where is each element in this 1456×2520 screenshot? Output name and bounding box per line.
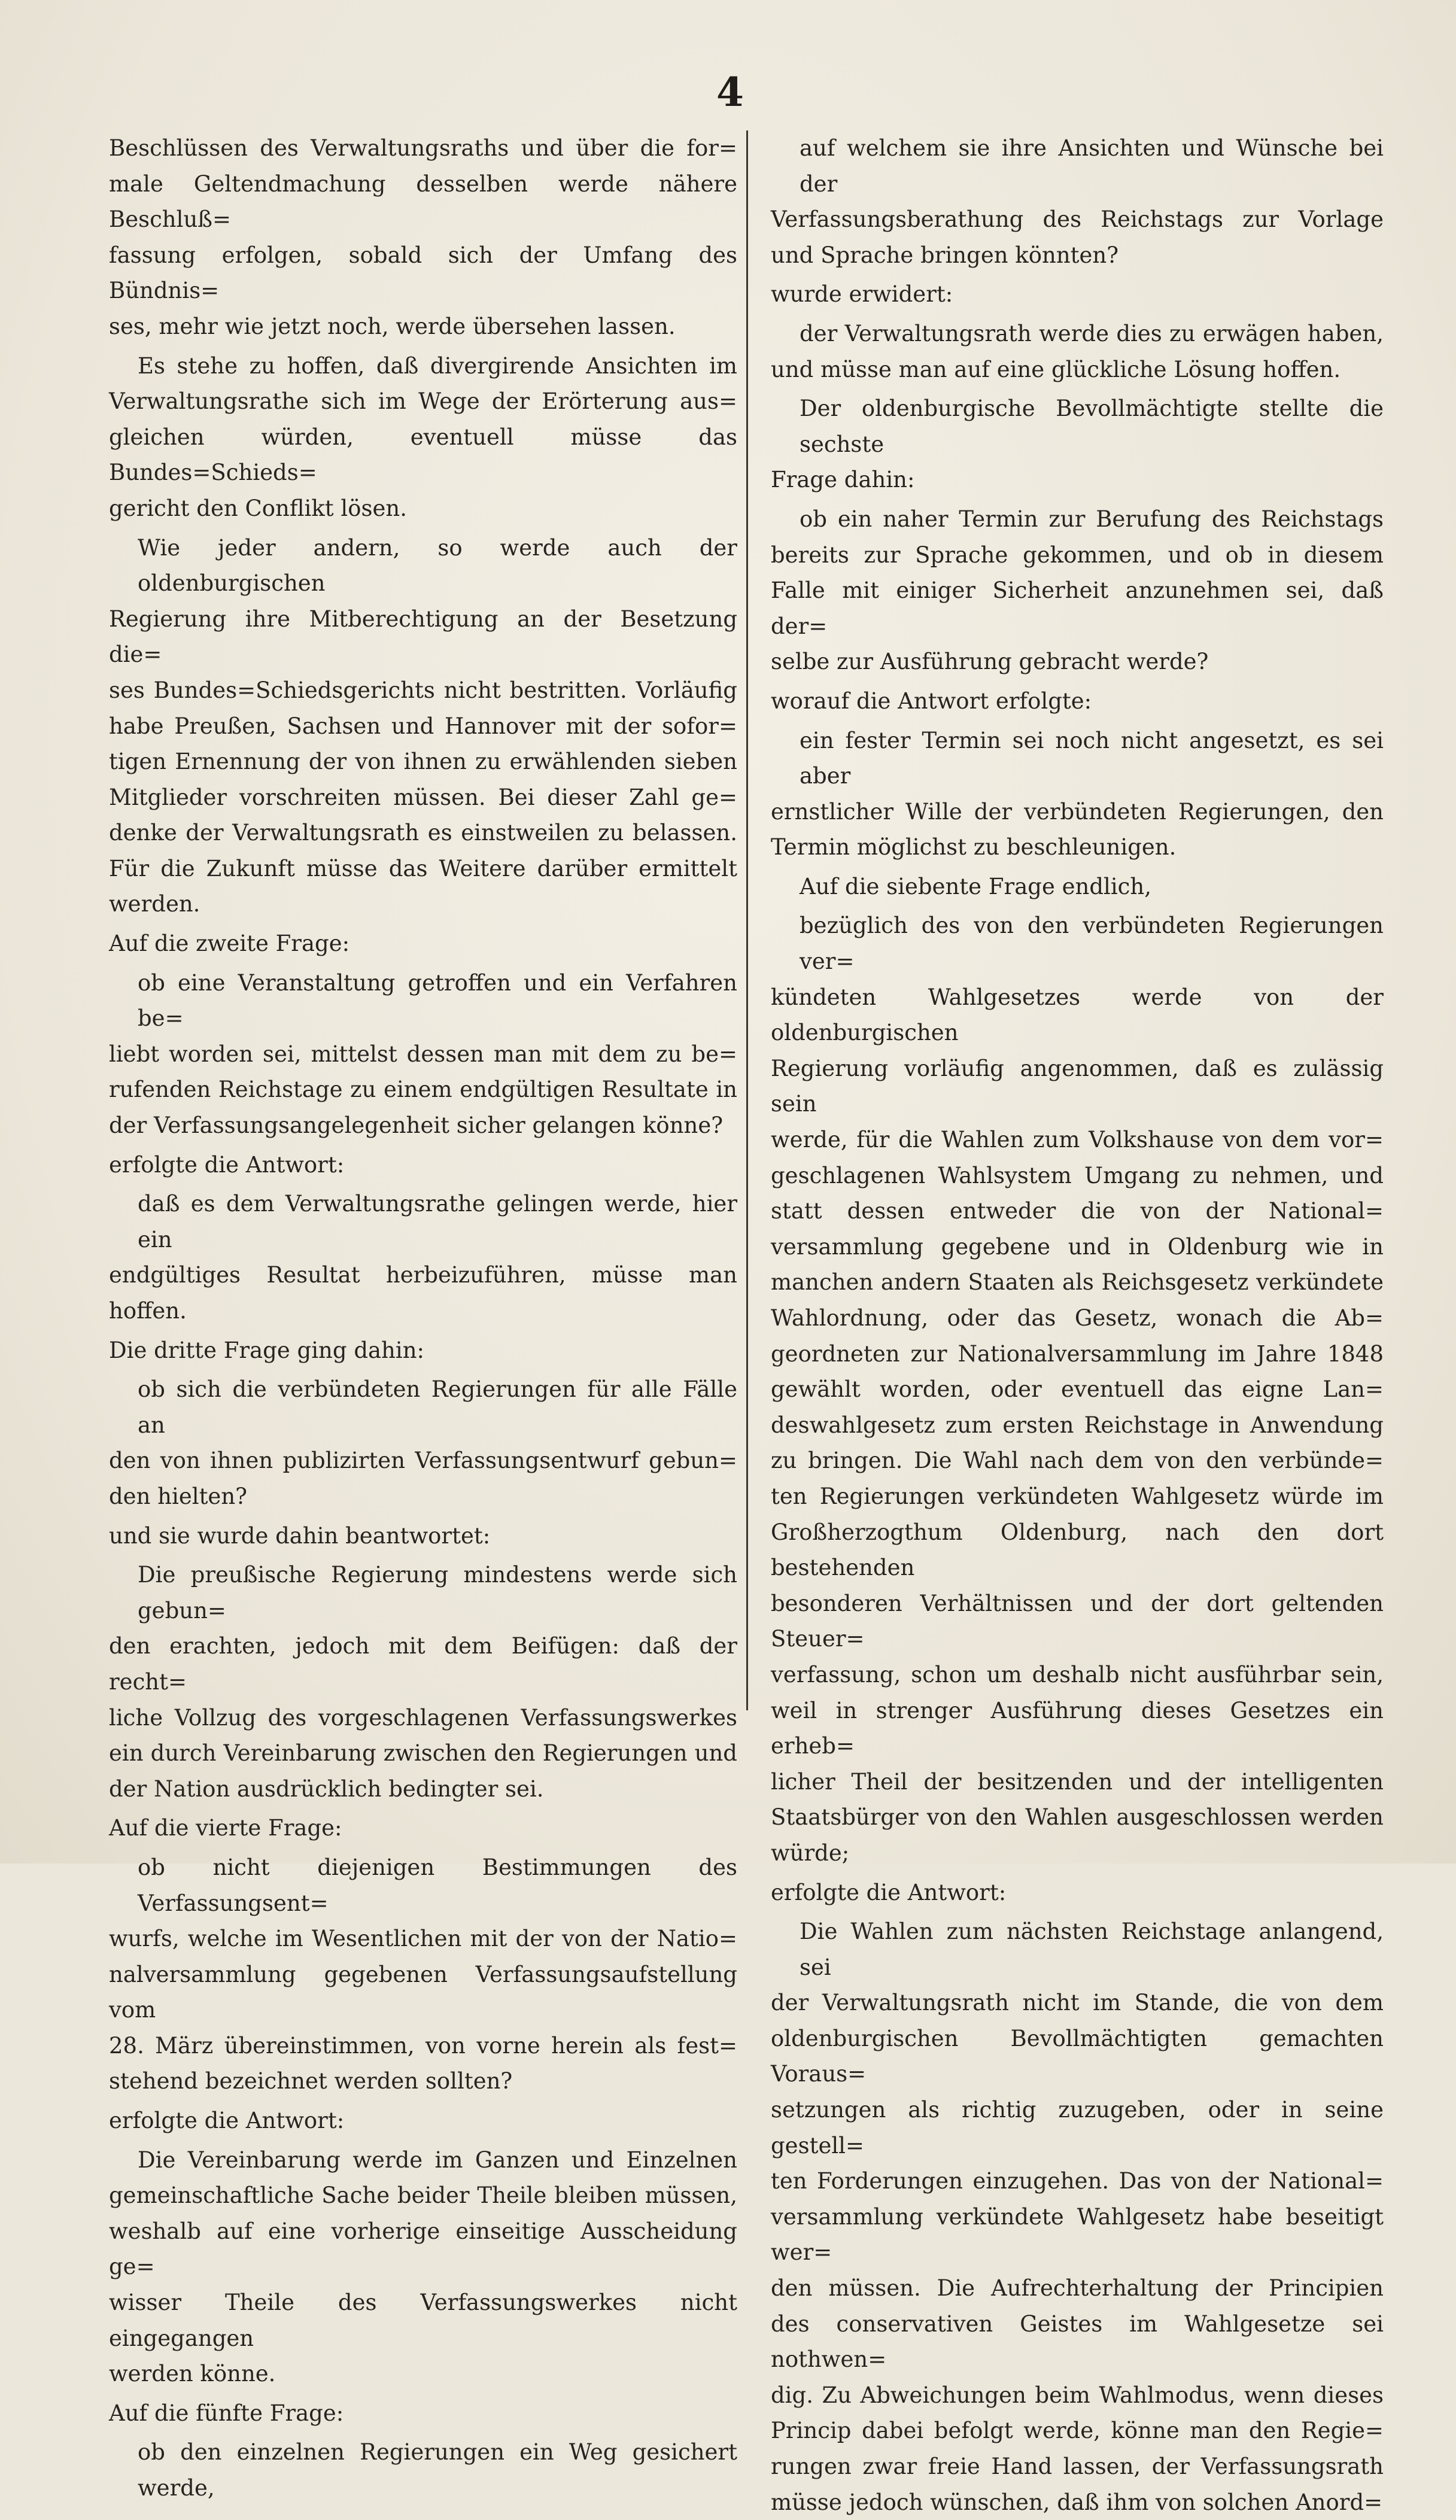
text-line: und müsse man auf eine glückliche Lösung hoffen.: [771, 356, 1341, 382]
text-line: oldenburgischen Bevollmächtigten gemachten Voraus=: [771, 2025, 1384, 2087]
text-line: bezüglich des von den verbündeten Regierungen ver=: [800, 913, 1384, 975]
text-line: des conservativen Geistes im Wahlgesetze sei nothwen=: [771, 2311, 1384, 2373]
text-line: setzungen als richtig zuzugeben, oder in seine gestell=: [771, 2097, 1384, 2159]
text-line: Verfassungsberathung des Reichstags zur Vorlage: [771, 206, 1384, 233]
text-line: Regierung ihre Mitberechtigung an der Besetzung die=: [109, 606, 737, 668]
text-line: gemeinschaftliche Sache beider Theile bleiben müssen,: [109, 2182, 737, 2209]
text-line: und sie wurde dahin beantwortet:: [109, 1522, 491, 1549]
text-line: den müssen. Die Aufrechterhaltung der Principien: [771, 2275, 1384, 2302]
text-line: wurde erwidert:: [771, 281, 953, 308]
page-number: 4: [716, 69, 744, 115]
text-line: kündeten Wahlgesetzes werde von der oldenburgischen: [771, 984, 1384, 1046]
text-line: habe Preußen, Sachsen und Hannover mit der sofor=: [109, 713, 737, 739]
text-line: den erachten, jedoch mit dem Beifügen: daß der recht=: [109, 1633, 737, 1695]
text-line: müsse jedoch wünschen, daß ihm von solchen Anord=: [771, 2489, 1383, 2515]
text-line: daß es dem Verwaltungsrathe gelingen werde, hier ein: [138, 1191, 737, 1253]
text-line: zu bringen. Die Wahl nach dem von den verbünde=: [771, 1448, 1384, 1474]
text-line: Verwaltungsrathe sich im Wege der Erörterung aus=: [109, 388, 737, 415]
text-line: liche Vollzug des vorgeschlagenen Verfassungswerkes: [109, 1704, 737, 1731]
left-column: [109, 130, 737, 2506]
text-line: Princip dabei befolgt werde, könne man den Regie=: [771, 2418, 1384, 2444]
text-line: Die Wahlen zum nächsten Reichstage anlangend, sei: [800, 1919, 1384, 1980]
text-line: Auf die siebente Frage endlich,: [800, 873, 1151, 899]
text-line: ernstlicher Wille der verbündeten Regierungen, den: [771, 798, 1384, 825]
text-line: der Verwaltungsrath werde dies zu erwägen haben,: [800, 320, 1384, 346]
text-line: Die preußische Regierung mindestens werde sich gebun=: [138, 1562, 737, 1624]
text-line: rufenden Reichstage zu einem endgültigen Resultate in: [109, 1077, 737, 1103]
text-line: fassung erfolgen, sobald sich der Umfang des Bündnis=: [109, 242, 737, 304]
text-line: ob ein naher Termin zur Berufung des Reichstags: [800, 506, 1384, 532]
text-line: Auf die vierte Frage:: [109, 1815, 342, 1841]
text-line: werden könne.: [109, 2361, 276, 2387]
column-divider: [746, 130, 748, 1710]
text-line: Wahlordnung, oder das Gesetz, wonach die Ab=: [771, 1305, 1384, 1331]
text-line: dig. Zu Abweichungen beim Wahlmodus, wenn dieses: [771, 2382, 1384, 2408]
text-line: den hielten?: [109, 1483, 247, 1509]
text-line: stehend bezeichnet werden sollten?: [109, 2068, 513, 2095]
text-line: Staatsbürger von den Wahlen ausgeschlossen werden: [771, 1804, 1384, 1831]
text-line: versammlung gegebene und in Oldenburg wie in: [771, 1233, 1384, 1260]
text-line: besonderen Verhältnissen und der dort geltenden Steuer=: [771, 1590, 1384, 1652]
text-line: erfolgte die Antwort:: [109, 1151, 345, 1178]
text-line: Falle mit einiger Sicherheit anzunehmen sei, daß der=: [771, 577, 1384, 639]
text-line: erfolgte die Antwort:: [771, 1879, 1007, 1905]
text-line: worauf die Antwort erfolgte:: [771, 688, 1092, 714]
text-line: Auf die fünfte Frage:: [109, 2400, 344, 2426]
text-line: Regierung vorläufig angenommen, daß es zulässig sein: [771, 1055, 1384, 1117]
text-line: versammlung verkündete Wahlgesetz habe beseitigt wer=: [771, 2203, 1384, 2266]
text-line: ten Regierungen verkündeten Wahlgesetz würde im: [771, 1483, 1384, 1509]
text-line: male Geltendmachung desselben werde nähere Beschluß=: [109, 171, 737, 233]
text-line: ses Bundes=Schiedsgerichts nicht bestritten. Vorläufig: [109, 677, 737, 703]
text-line: liebt worden sei, mittelst dessen man mit dem zu be=: [109, 1041, 737, 1067]
text-line: ses, mehr wie jetzt noch, werde übersehen lassen.: [109, 313, 676, 339]
text-line: Die Vereinbarung werde im Ganzen und Einzelnen: [138, 2147, 737, 2173]
text-line: 28. März übereinstimmen, von vorne herein als fest=: [109, 2032, 737, 2059]
text-line: endgültiges Resultat herbeizuführen, müsse man hoffen.: [109, 1262, 737, 1324]
text-line: Termin möglichst zu beschleunigen.: [771, 834, 1177, 861]
text-line: bereits zur Sprache gekommen, und ob in diesem: [771, 542, 1384, 568]
text-line: Beschlüssen des Verwaltungsraths und über die for=: [109, 135, 737, 161]
text-line: ten Forderungen einzugehen. Das von der National=: [771, 2168, 1384, 2194]
text-line: Frage dahin:: [771, 467, 915, 493]
text-line: selbe zur Ausführung gebracht werde?: [771, 649, 1209, 675]
text-line: ob nicht diejenigen Bestimmungen des Verfassungsent=: [138, 1854, 737, 1916]
text-line: nalversammlung gegebenen Verfassungsaufstellung vom: [109, 1961, 737, 2023]
text-line: verfassung, schon um deshalb nicht ausführbar sein,: [771, 1661, 1384, 1688]
text-line: Auf die zweite Frage:: [109, 931, 350, 957]
text-line: ob eine Veranstaltung getroffen und ein Verfahren be=: [138, 969, 737, 1032]
text-line: geordneten zur Nationalversammlung im Jahre 1848: [771, 1340, 1384, 1367]
text-line: weshalb auf eine vorherige einseitige Ausscheidung ge=: [109, 2218, 737, 2280]
text-line: ein fester Termin sei noch nicht angesetzt, es sei aber: [800, 727, 1384, 789]
right-column: [771, 130, 1384, 2520]
text-line: statt dessen entweder die von der National=: [771, 1198, 1384, 1224]
text-line: wisser Theile des Verfassungswerkes nicht eingegangen: [109, 2290, 737, 2351]
text-line: auf welchem sie ihre Ansichten und Wünsche bei der: [800, 135, 1384, 197]
text-line: rungen zwar freie Hand lassen, der Verfassungsrath: [771, 2454, 1384, 2479]
text-line: erfolgte die Antwort:: [109, 2108, 345, 2134]
text-line: gericht den Conflikt lösen.: [109, 495, 408, 521]
text-line: der Nation ausdrücklich bedingter sei.: [109, 1776, 544, 1802]
text-line: werde, für die Wahlen zum Volkshause von dem vor=: [771, 1127, 1384, 1153]
text-line: den von ihnen publizirten Verfassungsentwurf gebun=: [109, 1448, 737, 1474]
text-line: Die dritte Frage ging dahin:: [109, 1337, 425, 1363]
text-line: Für die Zukunft müsse das Weitere darüber ermittelt: [109, 855, 737, 881]
text-line: würde;: [771, 1840, 850, 1866]
text-line: denke der Verwaltungsrath es einstweilen zu belassen.: [109, 820, 737, 846]
text-line: ob den einzelnen Regierungen ein Weg gesichert werde,: [138, 2439, 737, 2501]
text-line: manchen andern Staaten als Reichsgesetz verkündete: [771, 1269, 1384, 1296]
text-line: und Sprache bringen könnten?: [771, 242, 1119, 268]
text-line: ob sich die verbündeten Regierungen für alle Fälle an: [138, 1376, 737, 1438]
text-line: der Verfassungsangelegenheit sicher gelangen könne?: [109, 1112, 724, 1139]
text-line: Mitglieder vorschreiten müssen. Bei dieser Zahl ge=: [109, 784, 737, 810]
text-line: licher Theil der besitzenden und der intelligenten: [771, 1768, 1384, 1795]
text-line: weil in strenger Ausführung dieses Gesetzes ein erheb=: [771, 1697, 1384, 1759]
text-line: Es stehe zu hoffen, daß divergirende Ansichten im: [138, 352, 737, 379]
text-line: wurfs, welche im Wesentlichen mit der von der Natio=: [109, 1926, 737, 1952]
text-line: gewählt worden, oder eventuell das eigne Lan=: [771, 1376, 1384, 1403]
text-line: ein durch Vereinbarung zwischen den Regierungen und: [109, 1740, 737, 1767]
text-line: geschlagenen Wahlsystem Umgang zu nehmen, und: [771, 1162, 1384, 1188]
text-line: der Verwaltungsrath nicht im Stande, die von dem: [771, 1990, 1384, 2016]
text-line: deswahlgesetz zum ersten Reichstage in Anwendung: [771, 1412, 1384, 1438]
text-line: Der oldenburgische Bevollmächtigte stellte die sechste: [800, 396, 1384, 457]
text-line: tigen Ernennung der von ihnen zu erwählenden sieben: [109, 749, 737, 775]
text-line: Wie jeder andern, so werde auch der oldenburgischen: [138, 534, 737, 597]
text-line: werden.: [109, 891, 200, 917]
text-line: gleichen würden, eventuell müsse das Bundes=Schieds=: [109, 424, 737, 486]
text-line: Großherzogthum Oldenburg, nach den dort bestehenden: [771, 1519, 1384, 1581]
